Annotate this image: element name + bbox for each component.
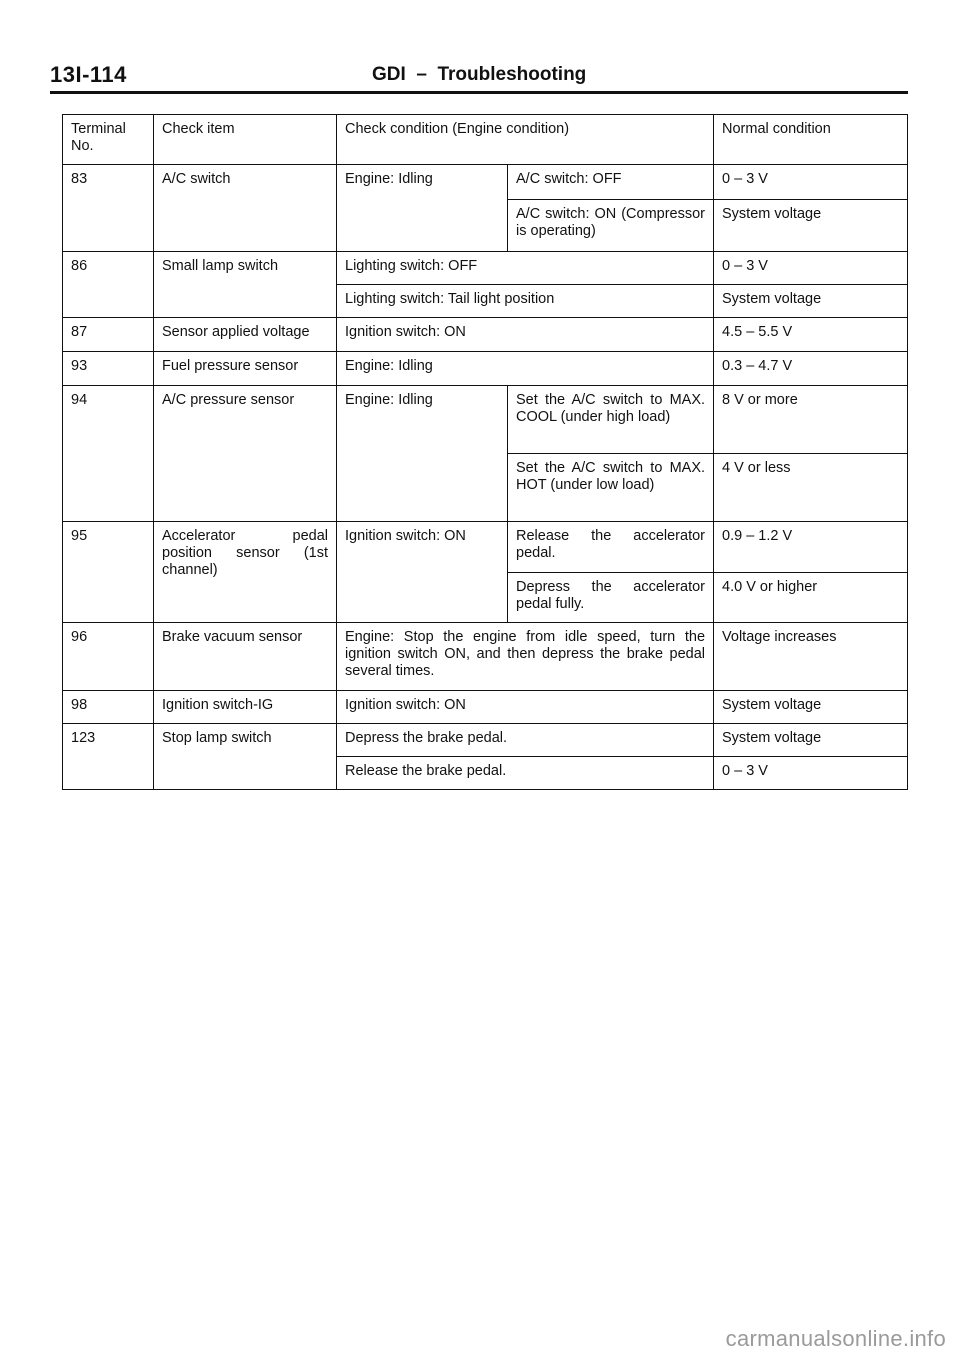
table-row <box>63 386 908 454</box>
terminal-no: 83 <box>63 165 154 252</box>
table-row <box>63 252 908 285</box>
table-row <box>63 318 908 352</box>
check-condition: Lighting switch: Tail light position <box>337 285 714 318</box>
check-condition: Ignition switch: ON <box>337 318 714 352</box>
normal-condition: 0 – 3 V <box>714 252 908 285</box>
table-row <box>63 522 908 573</box>
normal-condition: System voltage <box>714 285 908 318</box>
normal-condition: 0 – 3 V <box>714 165 908 200</box>
check-condition: Depress the brake pedal. <box>337 724 714 757</box>
sub-condition: Set the A/C switch to MAX. HOT (under low load) <box>508 454 714 522</box>
terminal-check-table <box>62 114 908 790</box>
check-item: A/C pressure sensor <box>154 386 337 522</box>
normal-condition: 0.3 – 4.7 V <box>714 352 908 386</box>
check-item: Brake vacuum sensor <box>154 623 337 691</box>
header-normal-condition: Normal condition <box>714 115 908 165</box>
header-rule <box>50 91 908 94</box>
terminal-no: 95 <box>63 522 154 623</box>
normal-condition: 0 – 3 V <box>714 757 908 790</box>
table-row <box>63 165 908 200</box>
normal-condition: 8 V or more <box>714 386 908 454</box>
normal-condition: 4 V or less <box>714 454 908 522</box>
sub-condition: Release the accelerator pedal. <box>508 522 714 573</box>
check-condition: Engine: Idling <box>337 386 508 522</box>
terminal-no: 86 <box>63 252 154 318</box>
normal-condition: 4.0 V or higher <box>714 573 908 623</box>
check-condition: Ignition switch: ON <box>337 691 714 724</box>
sub-condition: Set the A/C switch to MAX. COOL (under high load) <box>508 386 714 454</box>
watermark-text: carmanualsonline.info <box>725 1326 946 1351</box>
check-item: Small lamp switch <box>154 252 337 318</box>
table-row <box>63 691 908 724</box>
page-number: 13I-114 <box>50 62 127 87</box>
normal-condition: 0.9 – 1.2 V <box>714 522 908 573</box>
header-check-condition: Check condition (Engine condition) <box>337 115 714 165</box>
check-item: Sensor applied voltage <box>154 318 337 352</box>
page-header <box>0 62 960 92</box>
normal-condition: 4.5 – 5.5 V <box>714 318 908 352</box>
table-row <box>63 623 908 691</box>
header-check-item: Check item <box>154 115 337 165</box>
table-row <box>63 352 908 386</box>
normal-condition: System voltage <box>714 691 908 724</box>
header-terminal-no: Terminal No. <box>63 115 154 165</box>
terminal-no: 87 <box>63 318 154 352</box>
normal-condition: System voltage <box>714 724 908 757</box>
check-item: Accelerator pedal position sensor (1st channel) <box>154 522 337 623</box>
table-header-row <box>63 115 908 165</box>
terminal-no: 123 <box>63 724 154 790</box>
check-item: Ignition switch-IG <box>154 691 337 724</box>
normal-condition: System voltage <box>714 200 908 252</box>
page-title: GDI – Troubleshooting <box>372 64 587 85</box>
terminal-no: 96 <box>63 623 154 691</box>
check-condition: Lighting switch: OFF <box>337 252 714 285</box>
check-condition: Engine: Idling <box>337 165 508 252</box>
normal-condition: Voltage increases <box>714 623 908 691</box>
check-item: Fuel pressure sensor <box>154 352 337 386</box>
check-condition: Ignition switch: ON <box>337 522 508 623</box>
check-condition: Engine: Idling <box>337 352 714 386</box>
check-condition: Engine: Stop the engine from idle speed, turn the ignition switch ON, and then depress the brake pedal several times. <box>337 623 714 691</box>
table-row <box>63 724 908 757</box>
check-item: Stop lamp switch <box>154 724 337 790</box>
check-condition: Release the brake pedal. <box>337 757 714 790</box>
terminal-no: 98 <box>63 691 154 724</box>
sub-condition: Depress the accelerator pedal fully. <box>508 573 714 623</box>
check-item: A/C switch <box>154 165 337 252</box>
terminal-no: 93 <box>63 352 154 386</box>
sub-condition: A/C switch: ON (Compressor is operating) <box>508 200 714 252</box>
terminal-no: 94 <box>63 386 154 522</box>
sub-condition: A/C switch: OFF <box>508 165 714 200</box>
